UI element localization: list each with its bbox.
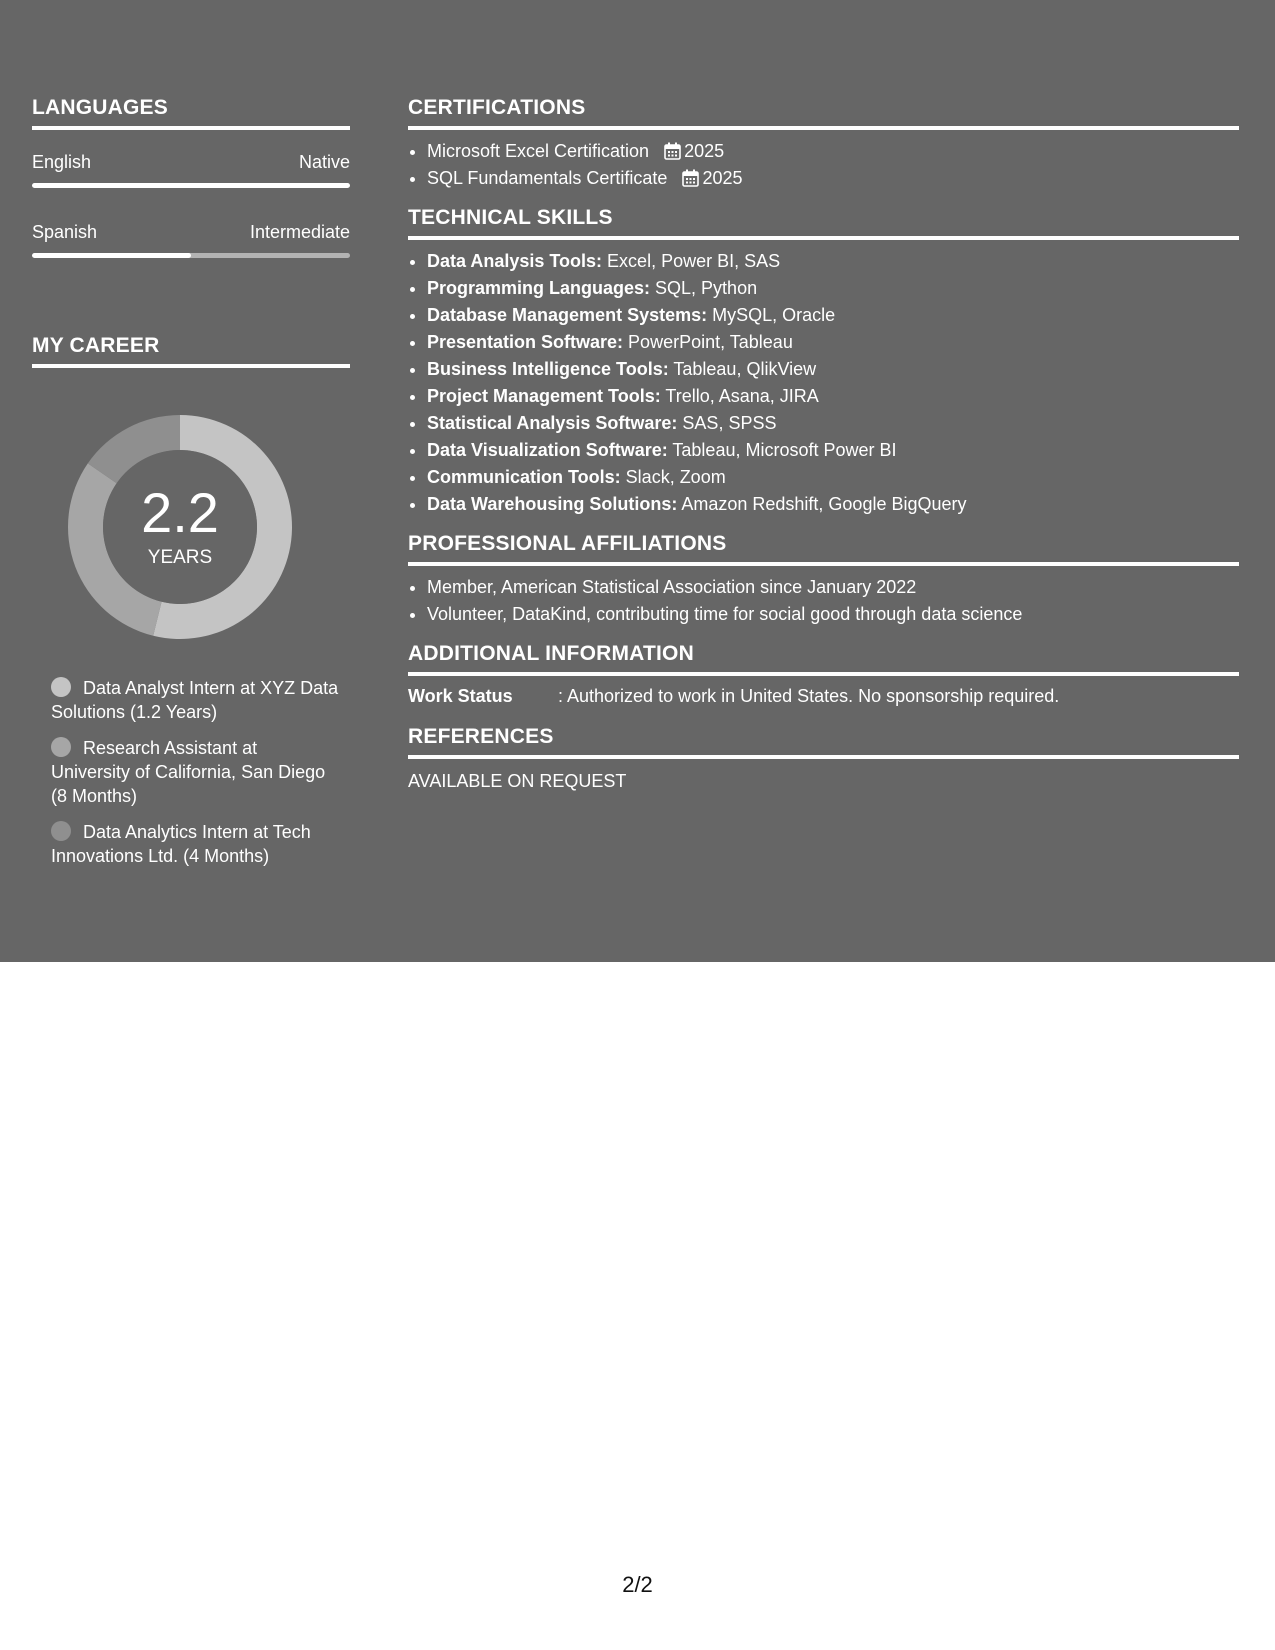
certification-item (427, 138, 1239, 165)
right-column (408, 96, 1239, 792)
career-donut-chart (65, 412, 295, 642)
skill-label: Statistical Analysis Software: (427, 413, 678, 433)
left-column (32, 96, 350, 880)
skill-label: Business Intelligence Tools: (427, 359, 669, 379)
skill-item (427, 491, 1239, 518)
skill-value: Trello, Asana, JIRA (660, 386, 819, 406)
skill-label: Data Analysis Tools: (427, 251, 603, 271)
skill-item (427, 329, 1239, 356)
certifications-title: CERTIFICATIONS (408, 96, 1239, 130)
language-proficiency-bar (32, 183, 350, 188)
skill-label: Programming Languages: (427, 278, 651, 298)
legend-dot-icon (51, 737, 71, 757)
career-total-value: 2.2 (141, 481, 219, 544)
page-number: 2/2 (622, 1572, 653, 1597)
language-proficiency-fill (32, 183, 350, 188)
affiliations-list (408, 574, 1239, 628)
language-proficiency-fill (32, 253, 191, 258)
affiliation-item: • Member, American Statistical Association since January 2022 (427, 574, 1239, 601)
career-total-unit: YEARS (147, 547, 213, 568)
affiliation-item: • Volunteer, DataKind, contributing time for social good through data science (427, 601, 1239, 628)
skill-value: Slack, Zoom (620, 467, 726, 487)
language-level: Native (298, 152, 350, 172)
language-name: English (32, 152, 92, 172)
skill-value: Tableau, QlikView (668, 359, 817, 379)
skill-value: Tableau, Microsoft Power BI (667, 440, 897, 460)
language-level: Intermediate (249, 222, 350, 242)
references-title: REFERENCES (408, 725, 1239, 759)
certification-year: 2025 (684, 141, 725, 161)
skill-label: Data Visualization Software: (427, 440, 668, 460)
skill-item (427, 275, 1239, 302)
skill-value: Excel, Power BI, SAS (602, 251, 781, 271)
certification-item (427, 165, 1239, 192)
affiliations-title: PROFESSIONAL AFFILIATIONS (408, 532, 1239, 566)
technical-skills-title: TECHNICAL SKILLS (408, 206, 1239, 240)
additional-info-title: ADDITIONAL INFORMATION (408, 642, 1239, 676)
career-legend-label: Research Assistant at University of California, San Diego (8 Months) (51, 738, 326, 806)
skill-value: PowerPoint, Tableau (623, 332, 793, 352)
skill-label: Data Warehousing Solutions: (427, 494, 678, 514)
career-legend (51, 676, 341, 868)
certification-year: 2025 (702, 168, 743, 188)
career-legend-item (51, 736, 341, 808)
language-item-english (32, 152, 350, 188)
legend-dot-icon (51, 677, 71, 697)
skill-value: SQL, Python (650, 278, 758, 298)
skill-label: Project Management Tools: (427, 386, 661, 406)
work-status-row (408, 686, 1239, 707)
certification-name: SQL Fundamentals Certificate (427, 168, 668, 188)
skill-item (427, 383, 1239, 410)
language-name: Spanish (32, 222, 98, 242)
calendar-icon (664, 142, 681, 160)
language-item-spanish (32, 222, 350, 258)
references-text: AVAILABLE ON REQUEST (408, 771, 627, 791)
skill-label: Database Management Systems: (427, 305, 708, 325)
skill-label: Communication Tools: (427, 467, 621, 487)
career-legend-label: Data Analyst Intern at XYZ Data Solutions (1.2 Years) (51, 678, 339, 722)
certifications-list (408, 138, 1239, 192)
certification-name: Microsoft Excel Certification (427, 141, 650, 161)
skill-item (427, 302, 1239, 329)
skill-item (427, 410, 1239, 437)
skill-item (427, 464, 1239, 491)
career-legend-label: Data Analytics Intern at Tech Innovations Ltd. (4 Months) (51, 822, 311, 866)
legend-dot-icon (51, 821, 71, 841)
career-legend-item (51, 820, 341, 868)
skill-item (427, 356, 1239, 383)
career-title: MY CAREER (32, 334, 350, 368)
languages-title: LANGUAGES (32, 96, 350, 130)
work-status-value: : Authorized to work in United States. No sponsorship required. (558, 686, 1060, 706)
skill-value: Amazon Redshift, Google BigQuery (677, 494, 967, 514)
work-status-label: Work Status (408, 686, 513, 706)
skill-item (427, 437, 1239, 464)
calendar-icon (682, 169, 699, 187)
skill-item (427, 248, 1239, 275)
skill-value: SAS, SPSS (677, 413, 777, 433)
language-proficiency-bar (32, 253, 350, 258)
career-legend-item (51, 676, 341, 724)
skill-value: MySQL, Oracle (707, 305, 836, 325)
technical-skills-list (408, 248, 1239, 518)
skill-label: Presentation Software: (427, 332, 624, 352)
donut-center (65, 412, 295, 642)
